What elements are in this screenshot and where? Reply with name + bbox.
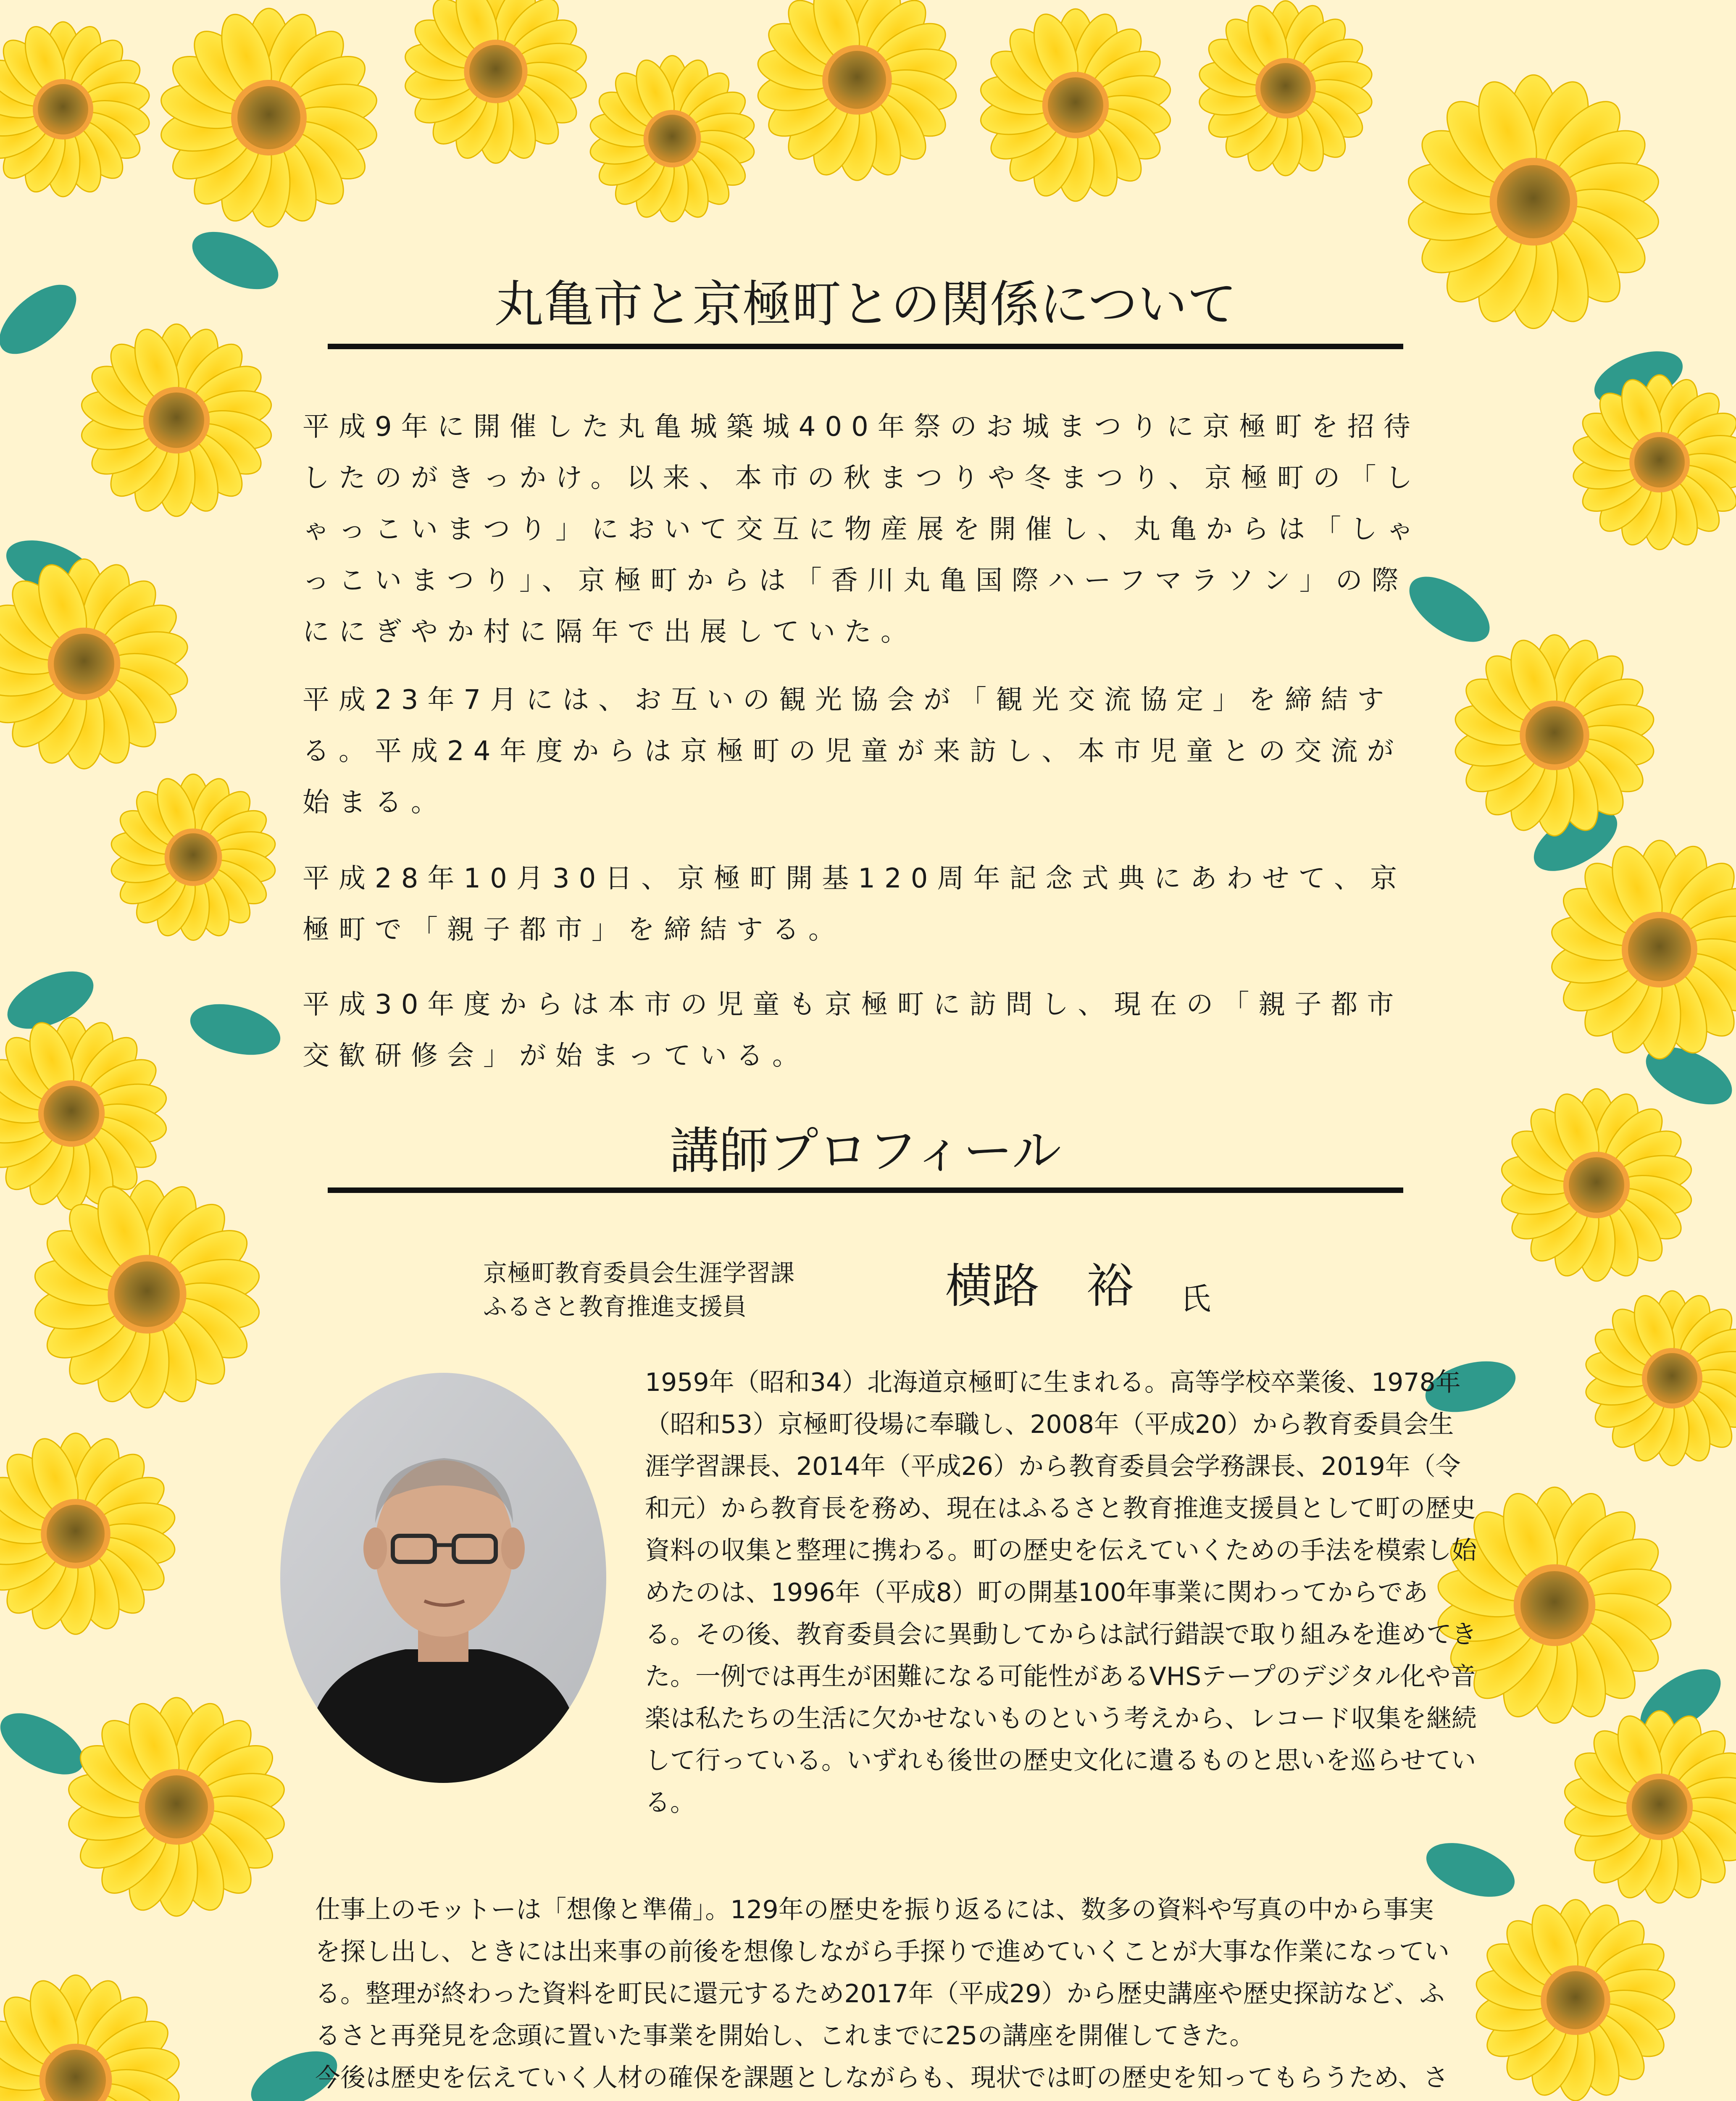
sunflower [1197,0,1375,176]
sunflower [1570,374,1736,550]
leaf-shape [0,1701,94,1787]
relation-paragraph-1: 平成9年に開催した丸亀城築城400年祭のお城まつりに京極町を招待したのがきっかけ。以来、本市の秋まつりや冬まつり、京極町の「しゃっこいまつり」において交互に物産展を開催し、丸亀からは「しゃっこいまつり」、京極町からは「香川丸亀国際ハーフマラソン」の際ににぎやか村に隔年で出展していた。 [302,411,1423,648]
sunflower [79,324,274,517]
sunflower [32,1180,263,1409]
sunflower [755,0,959,181]
closing-paragraph: 今後は歴史を伝えていく人材の確保を課題としながらも、現状では町の歴史を知ってもらうため、さ [315,2063,1449,2093]
lecturer-motto-block [315,1889,1458,2101]
lecturer-biography: 1959年（昭和34）北海道京極町に生まれる。高等学校卒業後、1978年（昭和53）京極町役場に奉職し、2008年（平成20）から教育委員会生涯学習課長、2014年（平成26）から教育委員会学務課長、2019年（令和元）から教育長を務め、現在はふるさと教育推進支援員として町の歴史資料の収集と整理に携わる。町の歴史を伝えていくための手法を模索し始めたのは、1996年（平成8）町の開基100年事業に関わってからである。その後、教育委員会に異動してからは試行錯誤で取り組みを進めてきた。一例では再生が困難になる可能性があるVHSテープのデジタル化や音楽は私たちの生活に欠かせないものという考えから、レコード収集を継続して行っている。いずれも後世の歴史文化に遺るものと思いを巡らせている。 [645,1368,1477,1817]
sunflower [109,774,278,940]
sunflower [1405,74,1662,329]
sunflower [0,21,152,197]
leaf-shape [185,995,286,1064]
relation-paragraph-4: 平成30年度からは本市の児童も京極町に訪問し、現在の「親子都市交歓研修会」が始まっている。 [302,989,1403,1072]
motto-paragraph: 仕事上のモットーは「想像と準備」。129年の歴史を振り返るには、数多の資料や写真の中から事実を探し出し、ときには出来事の前後を想像しながら手探りで進めていくことが大事な作業になっている。整理が終わった資料を町民に還元するため2017年（平成29）から歴史講座や歴史探訪など、ふるさと再発見を念頭に置いた事業を開始し、これまでに25の講座を開催してきた。 [315,1895,1449,2051]
sunflower [1562,1710,1736,1904]
sunflower [1473,1899,1678,2101]
lecturer-affiliation [483,1256,903,1324]
sunflower [1452,634,1657,836]
affiliation-line-1: 京極町教育委員会生涯学習課 [483,1259,794,1287]
section-rule-relation [328,344,1403,349]
affiliation-line-2: ふるさと教育推進支援員 [483,1293,747,1321]
lecturer-honorific: 氏 [1181,1281,1211,1316]
section-rule-profile [328,1187,1403,1193]
sunflower [158,8,380,228]
lecturer-portrait [279,1372,607,1784]
lecturer-name: 横路 裕 [945,1259,1134,1314]
sunflower [0,558,191,769]
sunflower [588,55,757,222]
leaf-shape [0,272,88,367]
sunflower [0,1432,178,1635]
sunflower [1499,1088,1694,1282]
leaf-shape [184,220,287,301]
section-title-profile: 講師プロフィール [669,1122,1062,1180]
sunflower [978,8,1173,202]
sunflower [1548,840,1736,1060]
sunflower [65,1697,287,1917]
sunflower [1583,1290,1736,1466]
sunflower [0,1975,182,2101]
relation-paragraph-2: 平成23年7月には、お互いの観光協会が「観光交流協定」を締結する。平成24年度からは京極町の児童が来訪し、本市児童との交流が始まる。 [302,685,1403,818]
relation-paragraph-3: 平成28年10月30日、京極町開基120周年記念式典にあわせて、京極町で「親子都市」を締結する。 [302,863,1407,945]
sunflower [402,0,589,164]
section-title-relation: 丸亀市と京極町との関係について [494,275,1237,333]
